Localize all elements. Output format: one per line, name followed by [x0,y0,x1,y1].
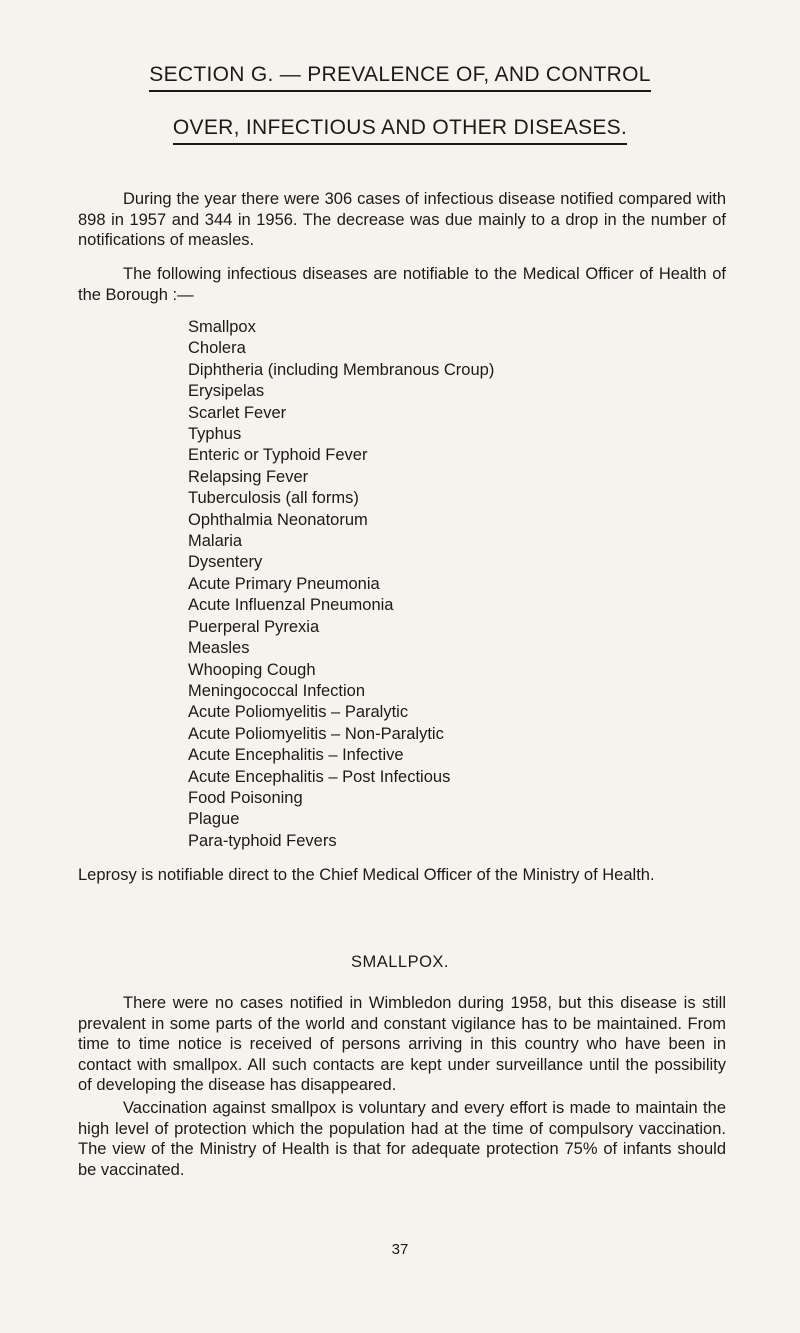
section-heading-text-1: SECTION G. — PREVALENCE OF, AND CONTROL [149,64,650,92]
list-item: Ophthalmia Neonatorum [188,510,368,529]
list-item: Malaria [188,532,243,551]
list-item: Tuberculosis (all forms) [188,489,359,508]
smallpox-paragraph-1: There were no cases notified in Wimbledon during 1958, but this disease is still prevalent in some parts of the world and constant vigilance has to be maintained. From time to time notice is received of persons arriving in this country who have been in contact with smallpox. All such contacts are kept under surveillance until the possibility of developing the disease has disappeared. [78,994,726,1094]
intro-paragraph: During the year there were 306 cases of infectious disease notified compared with 898 in 1957 and 344 in 1956. The decrease was due mainly to a drop in the number of notifications of measles. [78,190,726,249]
section-heading-text-2: OVER, INFECTIOUS AND OTHER DISEASES. [173,117,627,145]
page-number: 37 [391,1241,409,1258]
list-item: Cholera [188,339,246,358]
list-item: Acute Encephalitis – Post Infectious [188,767,451,786]
notifiable-intro-paragraph: The following infectious diseases are notifiable to the Medical Officer of Health of the Borough :— [78,265,726,304]
list-item: Puerperal Pyrexia [188,617,320,636]
list-item: Food Poisoning [188,788,303,807]
section-heading-line-1 [0,64,800,92]
list-item: Erysipelas [188,382,265,401]
list-item: Diphtheria (including Membranous Croup) [188,360,495,379]
list-item: Acute Poliomyelitis – Paralytic [188,703,409,722]
list-item: Acute Poliomyelitis – Non-Paralytic [188,724,444,743]
smallpox-paragraph-2: Vaccination against smallpox is voluntary and every effort is made to maintain the high level of protection which the population had at the time of compulsory vaccination. The view of the Ministry of Health is that for adequate protection 75% of infants should be vaccinated. [78,1099,726,1179]
list-item: Dysentery [188,553,263,572]
list-item: Acute Encephalitis – Infective [188,746,404,765]
section-heading-line-2 [0,117,800,145]
list-item: Smallpox [188,318,256,336]
list-item: Plague [188,810,240,829]
smallpox-heading: SMALLPOX. [350,953,450,971]
list-item: Enteric or Typhoid Fever [188,446,368,465]
list-item: Relapsing Fever [188,467,309,486]
list-item: Para-typhoid Fevers [188,831,337,850]
list-item: Typhus [188,425,242,444]
list-item: Measles [188,639,250,658]
notifiable-diseases-list [188,317,494,852]
list-item: Scarlet Fever [188,403,287,422]
list-item: Acute Primary Pneumonia [188,574,380,593]
list-item: Meningococcal Infection [188,681,366,700]
leprosy-paragraph: Leprosy is notifiable direct to the Chief Medical Officer of the Ministry of Health. [78,866,655,884]
list-item: Acute Influenzal Pneumonia [188,596,394,615]
list-item: Whooping Cough [188,660,316,679]
